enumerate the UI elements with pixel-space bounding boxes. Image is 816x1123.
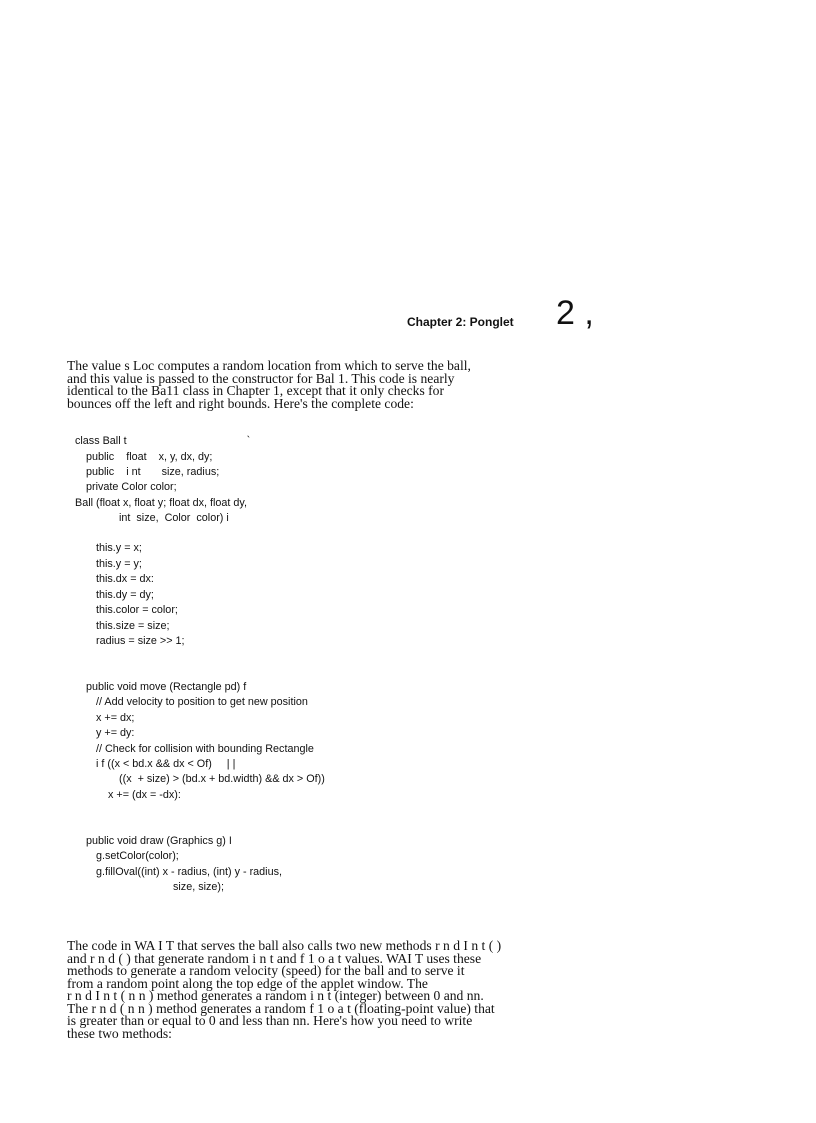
code-line: this.y = x;: [96, 542, 142, 554]
code-line: class Ball t `: [75, 435, 251, 447]
code-line: int size, Color color) i: [119, 512, 229, 524]
code-line: this.dy = dy;: [96, 589, 154, 601]
code-line: Ball (float x, float y; float dx, float dy,: [75, 497, 248, 509]
code-line: // Check for collision with bounding Rectangle: [96, 743, 314, 755]
code-line: public void draw (Graphics g) I: [86, 835, 232, 847]
code-line: ((x + size) > (bd.x + bd.width) && dx > Of)): [119, 773, 325, 785]
code-line: public void move (Rectangle pd) f: [86, 681, 247, 693]
code-line: y += dy:: [96, 727, 135, 739]
code-line: x += dx;: [96, 712, 135, 724]
code-line: // Add velocity to position to get new position: [96, 696, 308, 708]
code-line: this.dx = dx:: [96, 573, 154, 585]
paragraph-methods: The code in WA I T that serves the ball also calls two new methods r n d I n t ( ) and r n d ( ) that generate random i n t and f 1 o a t values. WAI T uses these methods to generate a random velocity (speed) for the ball and to serve it from a random point along the top edge of the applet window. The r n d I n t ( n n ) method generates a random i n t (integer) between 0 and nn. The r n d ( n n ) method generates a random f 1 o a t (floating-point value) that is greater than or equal to 0 and less than nn. Here's how you need to write these two methods:: [67, 938, 502, 1041]
code-line: this.y = y;: [96, 558, 142, 570]
code-line: x += (dx = -dx):: [108, 789, 181, 801]
code-line: g.fillOval((int) x - radius, (int) y - radius,: [96, 866, 282, 878]
code-line: radius = size >> 1;: [96, 635, 185, 647]
code-line: this.color = color;: [96, 604, 178, 616]
paragraph-intro: The value s Loc computes a random location from which to serve the ball, and this value is passed to the constructor for Bal 1. This code is nearly identical to the Ba11 class in Chapter 1, except that it only checks for bounces off the left and right bounds. Here's the complete code:: [67, 358, 471, 411]
code-line: g.setColor(color);: [96, 850, 179, 862]
page-number: 2 ,: [556, 294, 594, 332]
code-line: this.size = size;: [96, 620, 170, 632]
code-line: public i nt size, radius;: [86, 466, 220, 478]
code-line: size, size);: [173, 881, 224, 893]
chapter-title: Chapter 2: Ponglet: [407, 315, 514, 329]
code-line: public float x, y, dx, dy;: [86, 451, 213, 463]
code-line: i f ((x < bd.x && dx < Of) | |: [96, 758, 236, 770]
code-line: private Color color;: [86, 481, 177, 493]
